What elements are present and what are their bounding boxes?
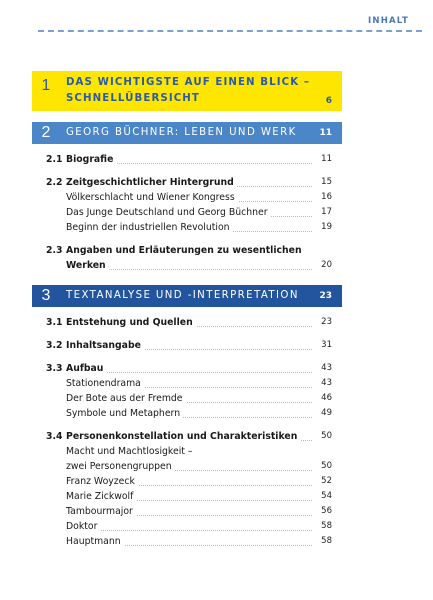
toc-subentry[interactable]: Der Bote aus der Fremde 46 (66, 393, 332, 404)
section-3-title: TEXTANALYSE UND -INTERPRETATION (66, 290, 299, 301)
section-2-title: GEORG BÜCHNER: LEBEN UND WERK (66, 127, 297, 138)
toc-subentry[interactable]: Stationendrama 43 (66, 378, 332, 389)
toc-subentry[interactable]: Völkerschlacht und Wiener Kongress 16 (66, 192, 332, 203)
toc-subentry[interactable]: Hauptmann 58 (66, 536, 332, 547)
toc-entry-3-2[interactable]: 3.2 Inhaltsangabe 31 (46, 340, 332, 351)
section-3-page: 23 (319, 291, 332, 301)
toc-entry-3-1[interactable]: 3.1 Entstehung und Quellen 23 (46, 317, 332, 328)
toc-subentry[interactable]: Doktor 58 (66, 521, 332, 532)
page-header-label: INHALT (368, 16, 409, 26)
section-2-banner[interactable] (32, 122, 342, 144)
section-2-number: 2 (41, 124, 51, 141)
toc-subentry[interactable]: Franz Woyzeck 52 (66, 476, 332, 487)
toc-subentry[interactable]: Macht und Machtlosigkeit – zwei Personengruppen 50 (66, 446, 332, 472)
toc-entry-3-4[interactable]: 3.4 Personenkonstellation und Charakteristiken 50 (46, 431, 332, 442)
toc-entry-2-2[interactable]: 2.2 Zeitgeschichtlicher Hintergrund 15 (46, 177, 332, 188)
toc-subentry[interactable]: Tambourmajor 56 (66, 506, 332, 517)
toc-entry-2-1[interactable]: 2.1 Biografie 11 (46, 154, 332, 165)
section-3-number: 3 (41, 287, 51, 304)
toc-entry-3-3[interactable]: 3.3 Aufbau 43 (46, 363, 332, 374)
section-2-page: 11 (319, 128, 332, 138)
toc-subentry[interactable]: Beginn der industriellen Revolution 19 (66, 222, 332, 233)
section-1-title: DAS WICHTIGSTE AUF EINEN BLICK – SCHNELLÜBERSICHT (66, 77, 311, 104)
header-dashed-rule (38, 30, 422, 32)
section-1-banner[interactable] (32, 71, 342, 111)
toc-subentry[interactable]: Das Junge Deutschland und Georg Büchner 17 (66, 207, 332, 218)
section-1-number: 1 (41, 77, 51, 94)
toc-entry-2-3[interactable]: 2.3 Angaben und Erläuterungen zu wesentlichen Werken 20 (46, 245, 332, 271)
table-of-contents (32, 71, 342, 549)
toc-subentry[interactable]: Marie Zickwolf 54 (66, 491, 332, 502)
section-1-page: 6 (325, 96, 332, 106)
section-3-banner[interactable] (32, 285, 342, 307)
toc-subentry[interactable]: Symbole und Metaphern 49 (66, 408, 332, 419)
